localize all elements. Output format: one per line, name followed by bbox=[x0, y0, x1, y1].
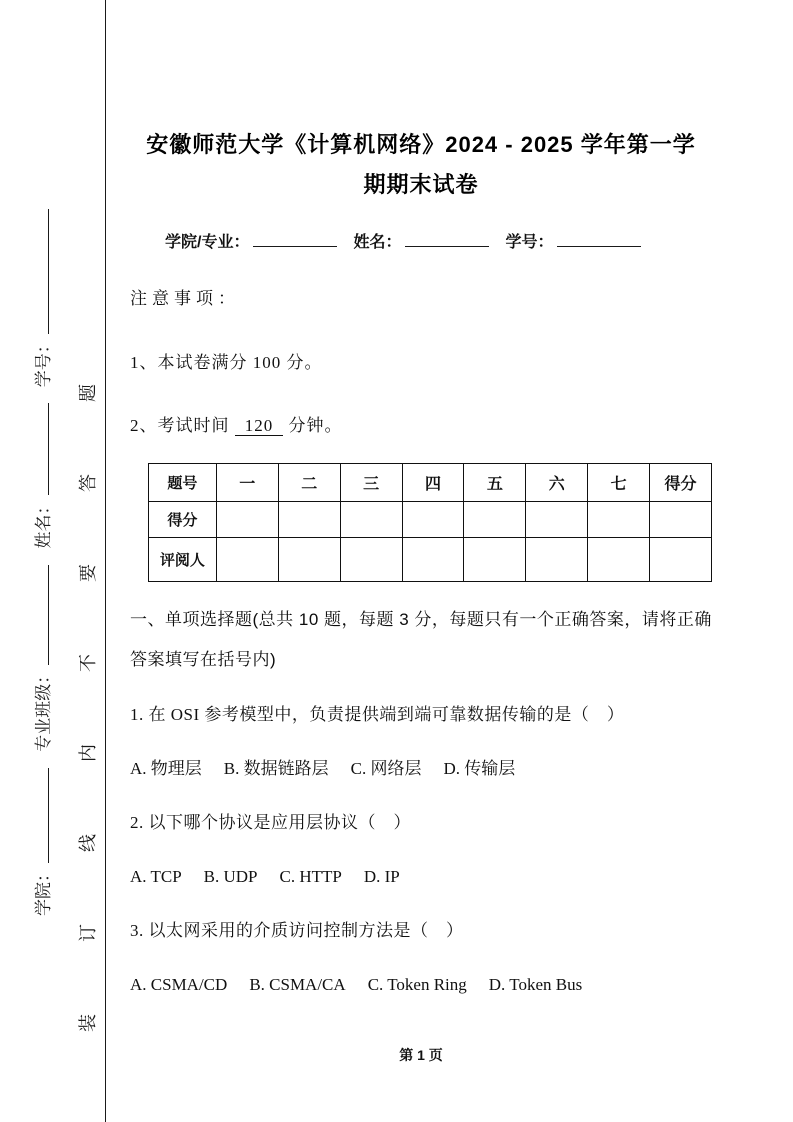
info-blank-major bbox=[253, 231, 337, 247]
seal-info-column bbox=[32, 203, 54, 916]
score-table-header-row bbox=[149, 464, 712, 502]
seal-blank-college bbox=[32, 768, 49, 863]
seal-label-student-id: 学号： bbox=[34, 336, 53, 388]
score-cell bbox=[216, 502, 278, 538]
score-row-label: 得分 bbox=[149, 502, 217, 538]
reviewer-cell bbox=[650, 538, 712, 582]
question-2-option-c: C. HTTP bbox=[279, 867, 342, 886]
score-table-col-3: 三 bbox=[340, 464, 402, 502]
reviewer-cell bbox=[402, 538, 464, 582]
question-2-options bbox=[130, 866, 712, 888]
reviewer-cell bbox=[464, 538, 526, 582]
reviewer-row-label: 评阅人 bbox=[149, 538, 217, 582]
notice-item-2-suffix: 分钟。 bbox=[288, 416, 343, 435]
question-1-text: 1. 在 OSI 参考模型中，负责提供端到端可靠数据传输的是（ ） bbox=[130, 705, 625, 724]
seal-label-name: 姓名： bbox=[34, 497, 53, 549]
score-table-col-7: 七 bbox=[588, 464, 650, 502]
binding-line bbox=[105, 0, 106, 1122]
question-3-option-b: B. CSMA/CA bbox=[249, 975, 346, 994]
question-2-text: 2. 以下哪个协议是应用层协议（ ） bbox=[130, 813, 411, 832]
question-1-options bbox=[130, 758, 712, 780]
binding-seal-text: 装订线内不要答题 bbox=[78, 312, 98, 1032]
reviewer-cell bbox=[526, 538, 588, 582]
info-label-student-id: 学号： bbox=[505, 234, 554, 251]
reviewer-cell bbox=[588, 538, 650, 582]
score-cell bbox=[278, 502, 340, 538]
question-2-option-b: B. UDP bbox=[203, 867, 258, 886]
seal-blank-name bbox=[32, 404, 49, 496]
score-cell bbox=[588, 502, 650, 538]
question-1-option-c: C. 网络层 bbox=[350, 759, 422, 778]
question-3-options bbox=[130, 974, 712, 996]
exam-paper bbox=[130, 125, 712, 996]
paper-title-line2: 期期末试卷 bbox=[363, 172, 479, 197]
info-blank-name bbox=[405, 231, 489, 247]
info-blank-student-id bbox=[557, 231, 641, 247]
reviewer-row bbox=[149, 538, 712, 582]
info-label-major: 学院/专业： bbox=[165, 234, 250, 251]
question-2-option-a: A. TCP bbox=[130, 867, 182, 886]
seal-label-college: 学院： bbox=[34, 865, 53, 916]
seal-blank-class bbox=[32, 565, 49, 665]
reviewer-cell bbox=[340, 538, 402, 582]
score-cell bbox=[464, 502, 526, 538]
question-3-option-a: A. CSMA/CD bbox=[130, 975, 228, 994]
score-row bbox=[149, 502, 712, 538]
notice-item-1: 1、本试卷满分 100 分。 bbox=[130, 353, 323, 372]
notice-item-2-prefix: 2、考试时间 bbox=[130, 416, 230, 435]
score-table-col-5: 五 bbox=[464, 464, 526, 502]
score-table-col-6: 六 bbox=[526, 464, 588, 502]
score-table-corner-label: 题号 bbox=[149, 464, 217, 502]
score-table bbox=[148, 463, 712, 582]
question-2-option-d: D. IP bbox=[363, 867, 400, 886]
student-info-line bbox=[130, 231, 712, 254]
seal-field-college bbox=[34, 762, 53, 916]
notice-heading: 注意事项： bbox=[130, 289, 240, 308]
paper-title-line1: 安徽师范大学《计算机网络》2024 - 2025 学年第一学 bbox=[146, 132, 696, 157]
score-table-col-total: 得分 bbox=[650, 464, 712, 502]
reviewer-cell bbox=[278, 538, 340, 582]
question-1-option-b: B. 数据链路层 bbox=[223, 759, 329, 778]
score-table-col-2: 二 bbox=[278, 464, 340, 502]
question-3-option-c: C. Token Ring bbox=[367, 975, 467, 994]
question-1-option-d: D. 传输层 bbox=[443, 759, 516, 778]
seal-label-class: 专业班级： bbox=[34, 666, 53, 752]
paper-title bbox=[130, 125, 712, 205]
question-1-option-a: A. 物理层 bbox=[130, 759, 202, 778]
seal-field-class bbox=[34, 559, 53, 752]
question-3-text: 3. 以太网采用的介质访问控制方法是（ ） bbox=[130, 921, 464, 940]
notice-item-2 bbox=[130, 415, 712, 437]
section-1-heading: 一、单项选择题(总共 10 题，每题 3 分，每题只有一个正确答案，请将正确答案填写在括号内) bbox=[130, 610, 712, 669]
reviewer-cell bbox=[216, 538, 278, 582]
score-table-col-1: 一 bbox=[216, 464, 278, 502]
seal-field-student-id bbox=[34, 209, 53, 387]
score-cell bbox=[526, 502, 588, 538]
score-cell bbox=[402, 502, 464, 538]
info-label-name: 姓名： bbox=[353, 234, 402, 251]
score-cell bbox=[340, 502, 402, 538]
seal-field-name bbox=[34, 398, 53, 549]
question-3-option-d: D. Token Bus bbox=[488, 975, 583, 994]
page-number: 第 1 页 bbox=[399, 1047, 443, 1063]
exam-duration-value: 120 bbox=[235, 416, 284, 436]
score-cell bbox=[650, 502, 712, 538]
seal-blank-student-id bbox=[32, 209, 49, 334]
score-table-col-4: 四 bbox=[402, 464, 464, 502]
